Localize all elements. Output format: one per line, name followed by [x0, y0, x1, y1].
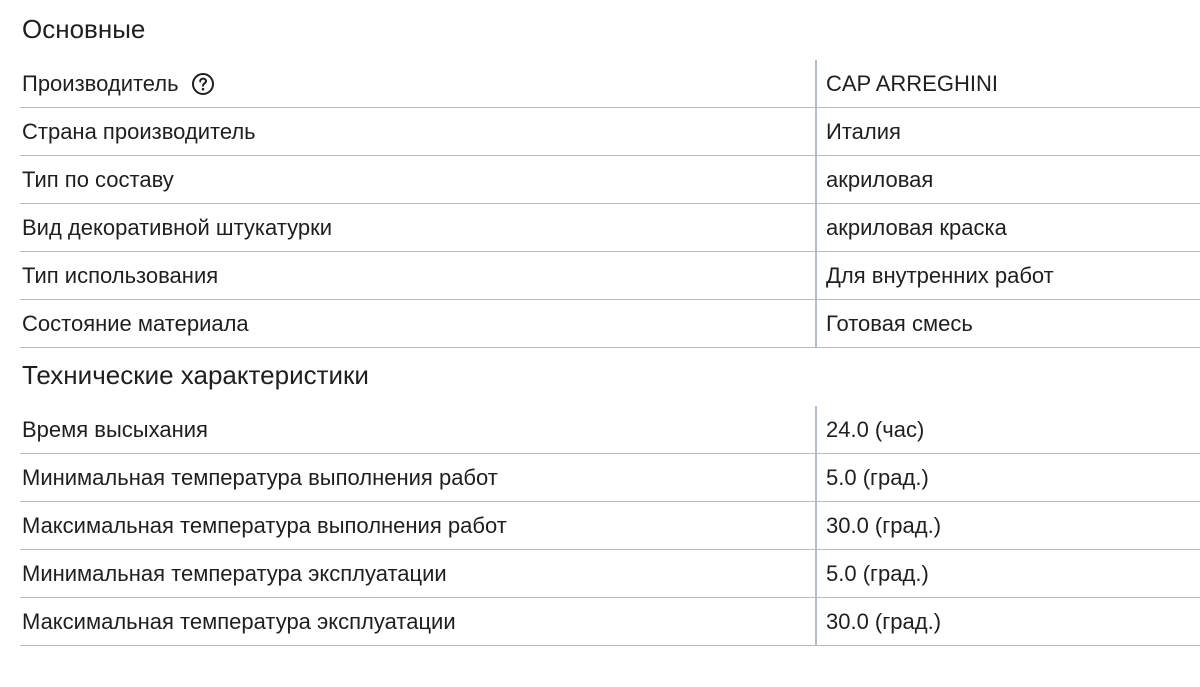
- spec-value: 30.0 (град.): [815, 502, 1200, 549]
- spec-name: Максимальная температура выполнения работ: [22, 512, 507, 538]
- table-row: [20, 502, 1200, 550]
- spec-name: Максимальная температура эксплуатации: [22, 608, 456, 634]
- spec-value: 24.0 (час): [815, 406, 1200, 453]
- table-row: [20, 108, 1200, 156]
- specs-table-technical: [20, 406, 1200, 646]
- section-title: Основные: [22, 14, 146, 44]
- spec-value: Для внутренних работ: [815, 252, 1200, 299]
- spec-value: Готовая смесь: [815, 300, 1200, 347]
- spec-value: 5.0 (град.): [815, 550, 1200, 597]
- spec-name: [20, 60, 815, 107]
- table-row: [20, 598, 1200, 646]
- spec-name: Время высыхания: [22, 416, 208, 442]
- spec-name: Тип по составу: [22, 166, 174, 192]
- spec-name: Вид декоративной штукатурки: [22, 214, 332, 240]
- table-row: [20, 300, 1200, 348]
- spec-value: акриловая: [815, 156, 1200, 203]
- spec-value: акриловая краска: [815, 204, 1200, 251]
- spec-name: Минимальная температура выполнения работ: [22, 464, 498, 490]
- spec-value: 30.0 (град.): [815, 598, 1200, 645]
- table-row: [20, 406, 1200, 454]
- spec-name: Страна производитель: [22, 118, 256, 144]
- table-row: [20, 204, 1200, 252]
- table-row: [20, 60, 1200, 108]
- table-row: [20, 454, 1200, 502]
- spec-name: Минимальная температура эксплуатации: [22, 560, 447, 586]
- specs-table-main: [20, 60, 1200, 348]
- table-row: [20, 550, 1200, 598]
- question-circle-icon[interactable]: [191, 72, 215, 96]
- table-row: [20, 252, 1200, 300]
- spec-name-label: Производитель: [22, 70, 179, 96]
- spec-value: Италия: [815, 108, 1200, 155]
- section-title: Технические характеристики: [22, 360, 369, 390]
- section-technical: [0, 348, 1200, 646]
- spec-name: Тип использования: [22, 262, 219, 288]
- spec-value: CAP ARREGHINI: [815, 60, 1200, 107]
- spec-name: Состояние материала: [22, 310, 249, 336]
- spec-value: 5.0 (град.): [815, 454, 1200, 501]
- table-row: [20, 156, 1200, 204]
